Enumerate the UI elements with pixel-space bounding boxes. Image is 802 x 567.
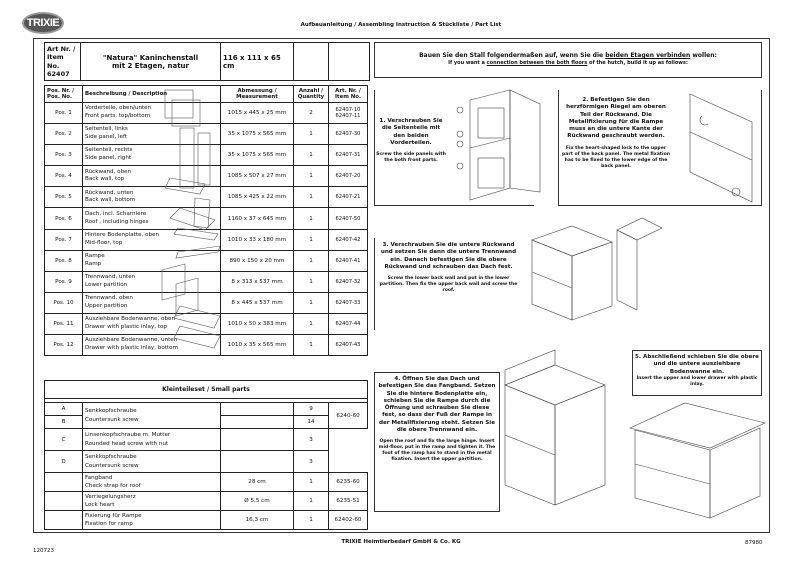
desc-de: Ausziehbare Bodenwanne, oben: [85, 316, 175, 323]
step-3: [374, 238, 522, 330]
sp-description: [83, 429, 221, 451]
quantity: 1: [294, 208, 329, 229]
measurement: 1085 x 507 x 27 mm: [221, 166, 294, 187]
sp-measure: 16,3 cm: [221, 511, 294, 530]
item-no: 62407-31: [329, 145, 368, 166]
quantity: 1: [294, 166, 329, 187]
desc-de: Trennwand, oben: [85, 295, 133, 302]
quantity: 1: [294, 229, 329, 250]
pos: Pos. 10: [45, 292, 83, 313]
parts-illustrations: [150, 88, 220, 353]
pos: Pos. 2: [45, 124, 83, 145]
col-measurement: Abmessung / Measurement: [221, 86, 294, 103]
measurement: 1010 x 35 x 565 mm: [221, 335, 294, 356]
small-parts-title: Kleinteileset / Small parts: [45, 381, 368, 399]
document-title: Aufbauanleitung / Assembling Instruction & Stückliste / Part List: [300, 22, 502, 28]
quantity: 1: [294, 271, 329, 292]
item-no: 62407-42: [329, 229, 368, 250]
desc-en: Drawer with plastic inlay, bottom: [85, 345, 179, 352]
footer-company: TRIXIE Heimtierbedarf GmbH & Co. KG: [341, 539, 461, 545]
sp-pos: [45, 473, 83, 492]
item-no: 62407-30: [329, 124, 368, 145]
sp-pos: D: [45, 451, 83, 473]
banner-en: If you want a connection between the both floors of the hutch, build it up as follows:: [448, 59, 688, 66]
desc-en: Ramp: [85, 260, 102, 267]
sp-desc-en: Countersunk screw: [85, 462, 139, 469]
desc-en: Mid-floor, top: [85, 239, 123, 246]
col-description: Beschreibung / Description: [83, 86, 221, 103]
sp-description: [83, 492, 221, 511]
quantity: 1: [294, 335, 329, 356]
desc-de: Rampe: [85, 252, 105, 259]
sp-measure: [221, 451, 294, 473]
step-1-de: 1. Verschrauben Sie die Seitenteile mit den beiden Vorderteilen.: [379, 118, 443, 146]
sp-description: [83, 451, 221, 473]
sp-qty: 3: [294, 429, 329, 451]
col-item-no: Art. Nr. / Item No.: [329, 86, 368, 103]
pos: Pos. 3: [45, 145, 83, 166]
desc-de: Rückwand, unten: [85, 189, 134, 196]
item-no: 62407-44: [329, 313, 368, 334]
desc-en: Back wall, top: [85, 176, 125, 183]
col-quantity: Anzahl / Quantity: [294, 86, 329, 103]
step-3-de: 3. Verschrauben Sie die untere Rückwand und setzen Sie dann die untere Trennwand ein. Danach befestigen Sie die obere Rückwand und schrauben das Dach fest.: [380, 242, 517, 270]
desc-en: Upper partition: [85, 302, 128, 309]
sp-desc-de: Senkkopfschraube: [85, 454, 137, 461]
sp-qty: 1: [294, 473, 329, 492]
step-1-en: Screw the side panels with the both front parts.: [376, 152, 446, 164]
empty-cell: [294, 43, 329, 81]
desc-en: Drawer with plastic inlay, top: [85, 323, 167, 330]
desc-de: Ausziehbare Bodenwanne, unten: [85, 337, 178, 344]
step-2-en: Fix the heart-shaped lock to the upper part of the back panel. The metal fixation has to be fixed to the lower edge of the back panel.: [562, 145, 670, 169]
sp-desc-en: Fixation for ramp: [85, 521, 133, 528]
sp-measure: Ø 5,5 cm: [221, 492, 294, 511]
sp-pos: [45, 511, 83, 530]
art-number: 62407: [47, 69, 70, 78]
sp-pos: C: [45, 429, 83, 451]
product-header-table: [44, 42, 370, 81]
desc-de: Rückwand, oben: [85, 168, 132, 175]
sp-qty: 14: [294, 416, 329, 429]
measurement: 8 x 445 x 537 mm: [221, 292, 294, 313]
quantity: 1: [294, 292, 329, 313]
desc-de: Trennwand, unten: [85, 273, 136, 280]
sp-desc-de: Verriegelungsherz: [85, 493, 136, 500]
quantity: 2: [294, 103, 329, 124]
product-name-line1: "Natura" Kaninchenstall: [102, 53, 199, 62]
item-no: 62407-20: [329, 166, 368, 187]
sp-description: [83, 473, 221, 492]
sp-pos: B: [45, 416, 83, 429]
step-4-en: Open the roof and fix the large hinge. Insert mid-floor, put in the ramp and tighten it. The foot of the ramp has to stand in the metal fixation. Insert the upper partition.: [378, 439, 496, 463]
art-label: Art Nr. / Item No.: [47, 44, 76, 70]
table-row: [45, 473, 368, 492]
product-name: [81, 43, 221, 81]
sp-item: 6235-51: [329, 492, 368, 511]
item-no: 62407-41: [329, 250, 368, 271]
item-no: 62407-21: [329, 187, 368, 208]
measurement: 1085 x 425 x 22 mm: [221, 187, 294, 208]
desc-de: Vorderteile, oben/unten: [85, 105, 152, 112]
measurement: 1015 x 445 x 25 mm: [221, 103, 294, 124]
footer-right-code: 87980: [745, 540, 763, 546]
sp-item: 62402-60: [329, 511, 368, 530]
desc-de: Seitenteil, links: [85, 126, 128, 133]
sp-qty: 9: [294, 403, 329, 416]
product-name-line2: mit 2 Etagen, natur: [112, 61, 189, 70]
sp-desc-en: Lock heart: [85, 502, 115, 509]
sp-desc-en: Countersunk screw: [85, 416, 139, 423]
desc-en: Front parts, top/bottom: [85, 113, 151, 120]
step-1-illustration: [450, 88, 550, 208]
table-row: [45, 492, 368, 511]
step-3-en: Screw the lower back wall and put in the lower partition. Then fix the upper back wall and screw the roof.: [379, 276, 518, 293]
step-5-illustration: [625, 398, 770, 523]
measurement: 35 x 1075 x 565 mm: [221, 145, 294, 166]
measurement: 890 x 150 x 20 mm: [221, 250, 294, 271]
sp-desc-de: Fangband: [85, 474, 113, 481]
step-5-de: 5. Abschließend schieben Sie die obere und die untere ausziehbare Bodenwanne ein.: [635, 354, 759, 375]
pos: Pos. 1: [45, 103, 83, 124]
sp-desc-de: Senkkopfschraube: [85, 408, 137, 415]
item-no: 62407-43: [329, 335, 368, 356]
sp-description: [83, 403, 221, 429]
pos: Pos. 5: [45, 187, 83, 208]
step-3-illustration: [522, 210, 662, 330]
sp-qty: 1: [294, 511, 329, 530]
step-2-illustration: [680, 92, 760, 207]
sp-desc-de: Linsenkopfschraube m. Mutter: [85, 432, 171, 439]
art-number-cell: [45, 43, 81, 81]
pos: Pos. 9: [45, 271, 83, 292]
sp-qty: 1: [294, 492, 329, 511]
desc-en: Back wall, bottom: [85, 197, 136, 204]
measurement: 1010 x 33 x 180 mm: [221, 229, 294, 250]
measurement: 1010 x 50 x 383 mm: [221, 313, 294, 334]
quantity: 1: [294, 313, 329, 334]
sp-description: [83, 511, 221, 530]
step-4-illustration: [495, 345, 625, 515]
item-no: 62407-50: [329, 208, 368, 229]
step-4: [374, 372, 500, 512]
pos: Pos. 4: [45, 166, 83, 187]
sp-pos: A: [45, 403, 83, 416]
desc-en: Side panel, left: [85, 134, 128, 141]
measurement: 35 x 1075 x 565 mm: [221, 124, 294, 145]
table-row: [45, 511, 368, 530]
step-5: [632, 350, 762, 396]
empty-cell: [329, 43, 370, 81]
instruction-banner: [374, 42, 762, 78]
pos: Pos. 11: [45, 313, 83, 334]
sp-measure: [221, 429, 294, 451]
desc-de: Seitenteil, rechts: [85, 147, 133, 154]
desc-de: Dach, incl. Scharniere: [85, 210, 147, 217]
small-parts-table: [44, 380, 368, 530]
sp-desc-de: Fixierung für Rampe: [85, 512, 142, 519]
desc-en: Lower partition: [85, 281, 128, 288]
pos: Pos. 12: [45, 335, 83, 356]
sp-item: 6235-60: [329, 473, 368, 492]
quantity: 1: [294, 187, 329, 208]
pos: Pos. 6: [45, 208, 83, 229]
col-pos: Pos. Nr. / Pos. No.: [45, 86, 83, 103]
pos: Pos. 8: [45, 250, 83, 271]
measurement: 1160 x 37 x 645 mm: [221, 208, 294, 229]
quantity: 1: [294, 250, 329, 271]
item-no: 62407-10 62407-11: [329, 103, 368, 124]
quantity: 1: [294, 124, 329, 145]
trixie-logo: TRIXIE: [22, 12, 64, 34]
step-4-de: 4. Öffnen Sie das Dach und befestigen Sie das Fangband. Setzen Sie die hintere Bodenplatte ein, schieben Sie die Rampe durch die Öffnung und schrauben Sie diese fest, so dass der Fuß der Rampe in der Metallfixierung steht. Setzen Sie die obere Trennwand ein.: [378, 376, 496, 433]
step-5-en: Insert the upper and lower drawer with plastic inlay.: [636, 375, 758, 387]
item-no: 62407-33: [329, 292, 368, 313]
measurement: 8 x 313 x 537 mm: [221, 271, 294, 292]
desc-en: Roof , including hinges: [85, 218, 149, 225]
sp-measure: [221, 416, 294, 429]
quantity: 1: [294, 145, 329, 166]
banner-de: Bauen Sie den Stall folgendermaßen auf, wenn Sie die beiden Etagen verbinden wollen:: [419, 52, 717, 59]
table-row: [45, 451, 368, 473]
desc-de: Hintere Bodenplatte, oben: [85, 231, 160, 238]
product-dimensions: 116 x 111 x 65 cm: [221, 43, 294, 81]
step-2-de: 2. Befestigen Sie den herzförmigen Riegel am oberen Teil der Rückwand. Die Metallfixierung für die Rampe muss an die untere Kante der Rückwand geschraubt werden.: [566, 97, 666, 140]
sp-desc-en: Rounded head screw with nut: [85, 440, 169, 447]
sp-measure: 28 cm: [221, 473, 294, 492]
pos: Pos. 7: [45, 229, 83, 250]
footer-left-code: 120723: [33, 548, 54, 554]
table-row: [45, 429, 368, 451]
sp-qty: 3: [294, 451, 329, 473]
sp-desc-en: Check strap for roof: [85, 483, 141, 490]
sp-pos: [45, 492, 83, 511]
item-no: 62407-32: [329, 271, 368, 292]
sp-measure: [221, 403, 294, 416]
sp-item: 6240-60: [329, 403, 368, 429]
desc-en: Side panel, right: [85, 155, 132, 162]
